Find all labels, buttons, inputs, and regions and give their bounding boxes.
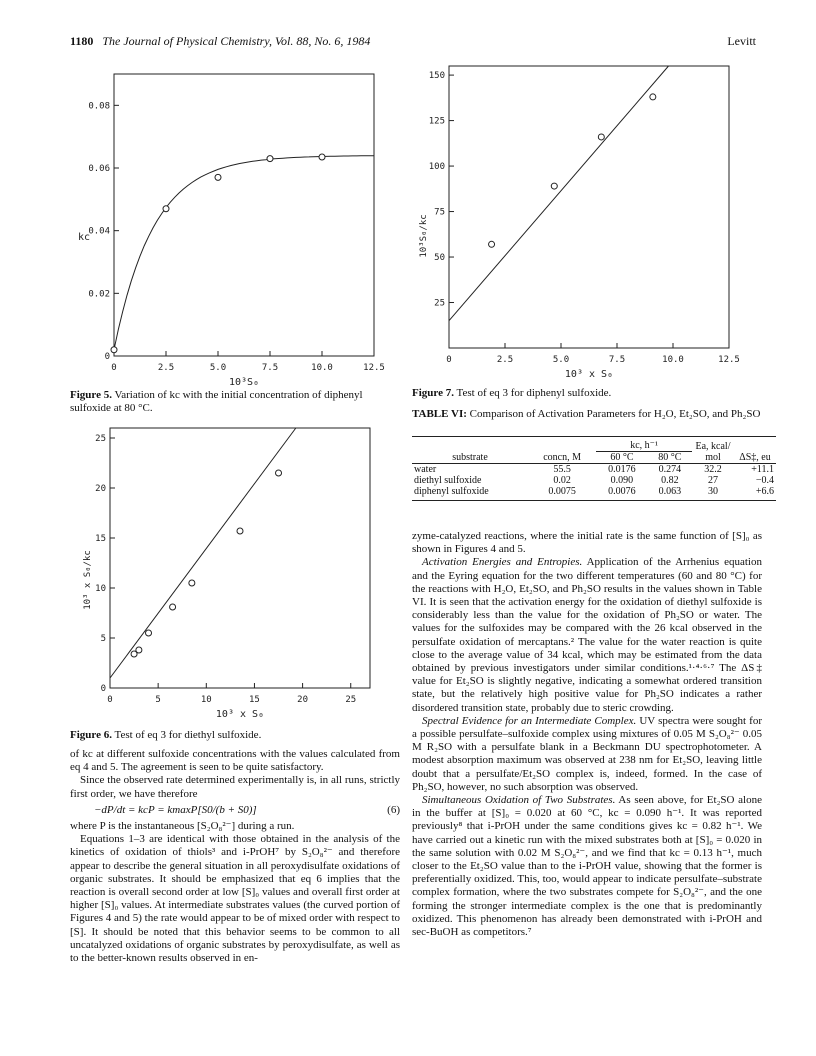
table-title: Comparison of Activation Parameters for H₂O, Et₂SO, and Ph₂SO — [469, 408, 761, 420]
table-group-kc: kc, h⁻¹ — [596, 440, 692, 452]
x-tick-label: 5 — [155, 695, 161, 705]
table-cell: 32.2 — [704, 464, 722, 475]
x-tick-label: 0 — [107, 695, 113, 705]
y-tick-label: 0.02 — [88, 289, 110, 300]
plot-frame — [110, 428, 370, 688]
table-row — [412, 464, 776, 476]
data-point — [489, 241, 495, 247]
left-text-column — [70, 748, 400, 965]
y-tick-label: 50 — [434, 253, 445, 264]
y-axis-label: 10³ x S₀/kc — [83, 550, 93, 610]
figure-7-caption — [412, 387, 752, 400]
author-header: Levitt — [727, 34, 756, 48]
y-tick-label: 125 — [428, 116, 445, 127]
data-point — [267, 156, 273, 162]
x-tick-label: 12.5 — [363, 363, 385, 373]
table-header-substrate: substrate — [452, 451, 488, 463]
equation-6 — [70, 804, 400, 817]
x-tick-label: 5.0 — [552, 355, 570, 365]
x-tick-label: 10 — [200, 695, 212, 705]
data-point — [215, 174, 221, 180]
data-point — [276, 470, 282, 476]
x-tick-label: 10.0 — [662, 355, 684, 365]
figure-5-label: Figure 5. — [70, 389, 112, 401]
x-tick-label: 12.5 — [718, 355, 740, 365]
data-point — [598, 134, 604, 140]
x-tick-label: 7.5 — [261, 363, 279, 373]
y-tick-label: 0 — [100, 684, 106, 694]
figure-6-chart — [70, 420, 390, 725]
paragraph-body: Application of the Arrhenius equation and the Eyring equation for the two different temperatures (60 and 80 °C) for the reactions with H₂O, Et₂SO, and Ph₂SO results in the values shown in Table VI. It is seen that the activation energy for the oxidation of diethyl sulfoxide is considerably less than the value for the oxidation of Ph₂SO or water. The values for the sulfoxides may be compared with the 26 kcal observed in the persulfate oxidation of mercaptans.² The value for the water reaction is quite close to the average value of 34 kcal, which may be estimated from the data obtained by previous investigators under similar conditions.¹·⁴·⁶·⁷ The ΔS‡ value for Et₂SO is slightly negative, indicating a somewhat ordered transition state, but the relatively high positive value for Ph₂SO indicates a rather disordered transition state, probably due to steric crowding. — [412, 556, 762, 714]
paragraph: of kc at different sulfoxide concentrations with the values calculated from eq 4 and 5. The agreement is seen to be quite satisfactory. — [70, 748, 400, 774]
x-tick-label: 0 — [446, 355, 452, 365]
table-header-ds: ΔS‡, eu — [739, 452, 771, 463]
fit-line — [110, 428, 296, 678]
table-header-60c: 60 °C — [610, 452, 634, 463]
table-cell: 0.274 — [658, 464, 682, 475]
table-6-caption — [412, 408, 762, 421]
fit-line — [449, 66, 669, 321]
journal-title: The Journal of Physical Chemistry, Vol. 88, No. 6, 1984 — [102, 34, 371, 48]
figure-7-chart — [412, 58, 752, 384]
x-tick-label: 2.5 — [157, 363, 175, 373]
figure-5-caption — [70, 389, 400, 415]
table-cell: 0.0075 — [548, 486, 576, 497]
y-tick-label: 0.04 — [88, 226, 110, 237]
y-tick-label: 0 — [104, 352, 110, 362]
table-cell: +6.6 — [755, 486, 774, 497]
paragraph — [412, 715, 762, 794]
paragraph: Equations 1–3 are identical with those obtained in the analysis of the kinetics of oxidation of thiols³ and i-PrOH⁷ by S₂O₈²⁻ and therefore appear to describe the general situation in all peroxydisulfate oxidations of organic substrates. It should be emphasized that eq 6 implies that the reaction is overall second order at low [S]₀ values and overall first order at higher [S]₀ values. At intermediate substrates values (the curved portion of Figures 4 and 5) the rate would appear to be of mixed order with respect to [S]. It should be noted that this behavior seems to be common to all uncatalyzed oxidations of organic substrates by peroxydisulfate, as well as to the better-known results observed in en- — [70, 833, 400, 965]
paragraph — [412, 794, 762, 939]
table-header-ea: Ea, kcal/ mol — [695, 441, 731, 463]
y-tick-label: 0.06 — [88, 164, 110, 174]
data-point — [237, 528, 243, 534]
data-point — [163, 206, 169, 212]
section-heading: Spectral Evidence for an Intermediate Complex. — [422, 714, 637, 727]
table-bottom-rule — [412, 500, 776, 501]
y-tick-label: 5 — [100, 634, 106, 644]
data-point — [111, 347, 117, 353]
figure-6-caption — [70, 729, 400, 742]
figure-7-text: Test of eq 3 for diphenyl sulfoxide. — [456, 387, 612, 399]
y-tick-label: 0.08 — [88, 101, 110, 112]
x-axis-label: 10³ x S₀ — [564, 369, 614, 380]
table-cell: 0.063 — [658, 486, 682, 497]
right-text-column — [412, 530, 762, 939]
table-cell: diethyl sulfoxide — [414, 475, 482, 486]
fit-curve — [114, 156, 374, 350]
x-axis-label: 10³ x S₀ — [215, 709, 265, 720]
paragraph: zyme-catalyzed reactions, where the initial rate is the same function of [S]₀ as shown in Figures 4 and 5. — [412, 530, 762, 556]
y-tick-label: 100 — [428, 162, 445, 173]
x-tick-label: 20 — [297, 695, 309, 705]
x-tick-label: 0 — [111, 363, 117, 373]
x-tick-label: 5.0 — [209, 363, 227, 373]
paragraph: where P is the instantaneous [S₂O₈²⁻] during a run. — [70, 820, 295, 833]
x-tick-label: 15 — [249, 695, 260, 705]
data-point — [136, 647, 142, 653]
paragraph — [412, 556, 762, 714]
table-header-concn: concn, M — [543, 451, 581, 463]
data-point — [319, 154, 325, 160]
data-point — [170, 604, 176, 610]
table-cell: 0.02 — [553, 475, 571, 486]
figure-6-label: Figure 6. — [70, 729, 112, 741]
y-tick-label: 10 — [95, 584, 106, 594]
data-point — [146, 630, 152, 636]
y-axis-label: 10³S₀/kc — [419, 214, 429, 258]
y-tick-label: 20 — [95, 484, 106, 494]
x-tick-label: 7.5 — [608, 355, 626, 365]
x-tick-label: 10.0 — [311, 363, 333, 373]
figure-5-chart — [70, 66, 390, 386]
table-cell: diphenyl sulfoxide — [414, 486, 489, 497]
running-header — [70, 34, 370, 49]
plot-frame — [114, 74, 374, 356]
y-tick-label: 15 — [95, 534, 106, 544]
paragraph: Since the observed rate determined experimentally is, in all runs, strictly first order, we have therefore — [70, 774, 400, 800]
figure-7-label: Figure 7. — [412, 387, 454, 399]
data-point — [189, 580, 195, 586]
table-row — [412, 475, 776, 486]
table-cell: 0.090 — [610, 475, 634, 486]
data-point — [650, 94, 656, 100]
table-row — [412, 486, 776, 497]
table-cell: 0.0076 — [608, 486, 636, 497]
table-cell: −0.4 — [755, 475, 774, 486]
y-axis-label: kc — [77, 232, 91, 243]
x-axis-label: 10³S₀ — [228, 377, 260, 386]
table-cell: 30 — [708, 486, 718, 497]
paragraph-body: As seen above, for Et₂SO alone in the buffer at [S]₀ = 0.020 at 60 °C, kc = 0.090 h⁻¹. It was reported previously⁸ that i-PrOH under the same conditions gives kc = 0.82 h⁻¹. We have carried out a kinetic run with the mixed substrates both at [S]₀ = 0.020 in the same solution with 0.02 M S₂O₈²⁻, and we find that kc = 0.13 h⁻¹, much closer to the Et₂SO value than to the i-PrOH value, showing that the former is preferentially oxidized. This, too, would appear to indicate persulfate–substrate complex formation, where the two substrates compete for S₂O₈²⁻, and the one forming the stronger intermediate complex is the one that is predominantly oxidized. This phenomenon has already been demonstrated with i-PrOH and sec-BuOH as competitors.⁷ — [412, 794, 762, 939]
equation-number: (6) — [387, 803, 400, 816]
section-heading: Activation Energies and Entropies. — [422, 556, 583, 569]
y-tick-label: 75 — [434, 207, 445, 218]
table-cell: +11.1 — [751, 464, 774, 475]
y-tick-label: 25 — [95, 434, 106, 444]
figure-5-text: Variation of kc with the initial concentration of diphenyl sulfoxide at 80 °C. — [70, 389, 363, 414]
equation-body: −dP/dt = kcP = kmaxP[S0/(b + S0)] — [94, 803, 257, 816]
table-cell: 0.82 — [661, 475, 679, 486]
table-cell: 0.0176 — [608, 464, 636, 475]
x-tick-label: 2.5 — [496, 355, 514, 365]
table-cell: water — [414, 464, 437, 475]
figure-6-text: Test of eq 3 for diethyl sulfoxide. — [114, 729, 262, 741]
data-point — [551, 183, 557, 189]
x-tick-label: 25 — [345, 695, 357, 705]
table-top-rule — [412, 436, 776, 437]
table-header-80c: 80 °C — [658, 452, 682, 463]
y-tick-label: 150 — [428, 71, 445, 82]
paragraph-body: UV spectra were sought for a possible persulfate–sulfoxide complex using mixtures of 0.05 M S₂O₈²⁻ 0.05 M R₂SO with a persulfate blank in a Beckmann DU spectrophotometer. A modest absorption maximum was observed at 238 nm for Et₂SO, leaving little doubt that a persulfate/Et₂SO complex is, indeed, formed. In the case of Ph₂SO, however, no such absorption was observed. — [412, 714, 763, 793]
table-6 — [412, 436, 776, 501]
table-cell: 27 — [708, 475, 718, 486]
plot-frame — [449, 66, 729, 348]
table-label: TABLE VI: — [412, 408, 467, 420]
page-number: 1180 — [70, 34, 94, 48]
section-heading: Simultaneous Oxidation of Two Substrates. — [422, 794, 616, 807]
y-tick-label: 25 — [434, 298, 445, 309]
table-cell: 55.5 — [553, 464, 571, 475]
